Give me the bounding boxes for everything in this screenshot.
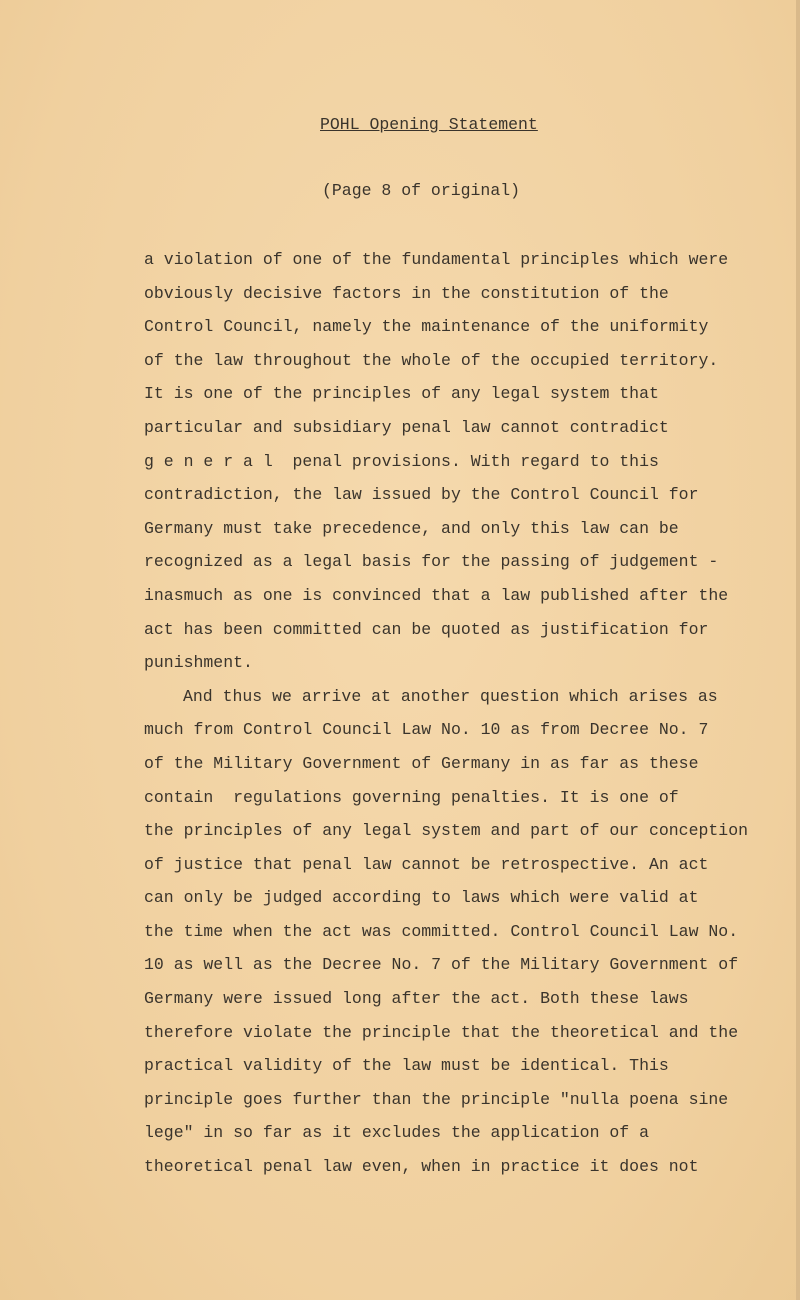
text-line: theoretical penal law even, when in practice it does not: [144, 1157, 699, 1177]
text-line: the time when the act was committed. Control Council Law No.: [144, 921, 739, 941]
text-line: inasmuch as one is convinced that a law published after the: [144, 585, 729, 605]
text-line: Germany were issued long after the act. Both these laws: [144, 989, 689, 1009]
text-line: It is one of the principles of any legal system that: [144, 384, 659, 404]
text-line: can only be judged according to laws which were valid at: [144, 888, 699, 908]
text-line: principle goes further than the principle "nulla poena sine: [144, 1089, 729, 1109]
text-line: g e n e r a l penal provisions. With regard to this: [144, 451, 659, 471]
text-line: of the law throughout the whole of the occupied territory.: [144, 350, 719, 370]
text-line: particular and subsidiary penal law cannot contradict: [144, 417, 669, 437]
text-line: recognized as a legal basis for the passing of judgement -: [144, 552, 719, 572]
text-line: punishment.: [144, 653, 253, 673]
text-line: Control Council, namely the maintenance of the uniformity: [144, 317, 709, 337]
paragraph-start-line: And thus we arrive at another question which arises as: [183, 686, 718, 706]
text-line: a violation of one of the fundamental principles which were: [144, 250, 729, 269]
text-line: contain regulations governing penalties. It is one of: [144, 787, 679, 807]
text-line: 10 as well as the Decree No. 7 of the Military Government of: [144, 955, 739, 975]
text-line: contradiction, the law issued by the Control Council for: [144, 485, 699, 505]
text-line: Germany must take precedence, and only this law can be: [144, 518, 679, 538]
document-body: [144, 243, 784, 1184]
text-line: of the Military Government of Germany in as far as these: [144, 753, 699, 773]
page-reference: (Page 8 of original): [322, 181, 521, 200]
page-edge: [796, 0, 800, 1300]
text-line: therefore violate the principle that the theoretical and the: [144, 1022, 739, 1042]
text-line: lege" in so far as it excludes the application of a: [144, 1123, 649, 1143]
text-line: of justice that penal law cannot be retrospective. An act: [144, 854, 709, 874]
text-line: act has been committed can be quoted as justification for: [144, 619, 709, 639]
text-line: obviously decisive factors in the constitution of the: [144, 283, 669, 303]
text-line: the principles of any legal system and part of our conception: [144, 821, 748, 841]
text-line: practical validity of the law must be identical. This: [144, 1056, 669, 1076]
document-title: POHL Opening Statement: [320, 115, 538, 134]
text-line: much from Control Council Law No. 10 as from Decree No. 7: [144, 720, 709, 740]
